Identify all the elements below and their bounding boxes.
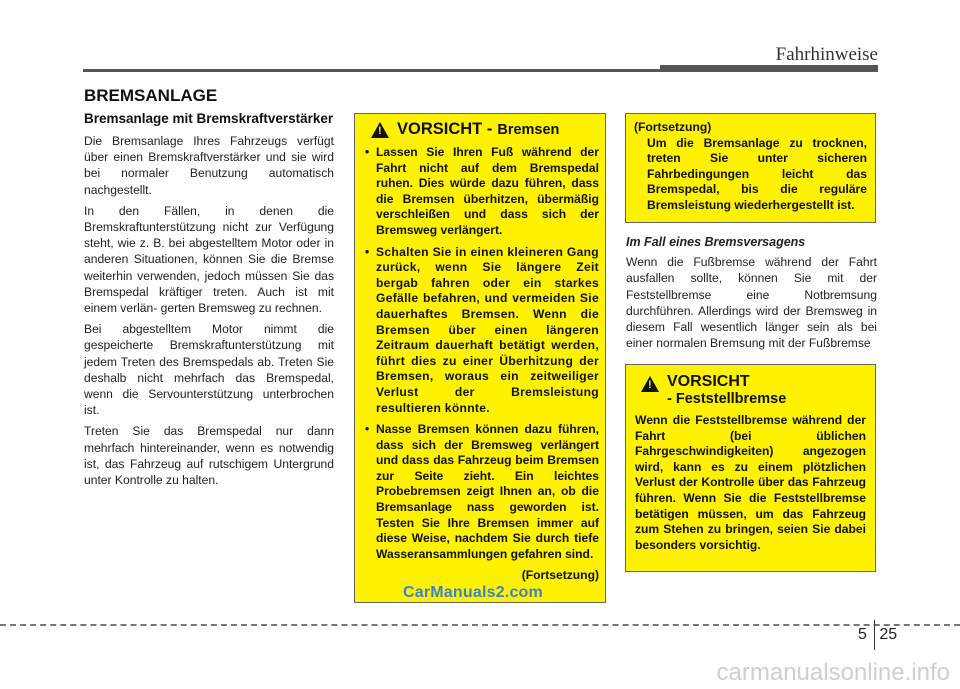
caution-title: VORSICHT - xyxy=(397,120,493,138)
caution-subtitle: Bremsen xyxy=(497,121,560,138)
chapter-title: Fahrhinweise xyxy=(775,44,878,65)
chapter-number: 5 xyxy=(858,626,867,643)
subsection-heading: Bremsanlage mit Bremskraftverstärker xyxy=(84,111,334,126)
caution-header xyxy=(641,373,866,407)
paragraph: Treten Sie das Bremspedal nur dann mehrfach hintereinander, wenn es notwendig ist, das Fahrzeug auf rutschigem Untergrund unter Kontrolle zu halten. xyxy=(84,424,334,488)
caution-list xyxy=(363,145,599,562)
caution-header xyxy=(371,120,599,139)
header-rule-tab xyxy=(660,65,878,72)
caution-item: • Lassen Sie Ihren Fuß während der Fahrt nicht auf dem Bremspedal ruhen. Dies würde dazu führen, dass die Bremsen überhitzen, übermäßig verschleißen und dass sich der Bremsweg verlängert. xyxy=(363,145,599,239)
caution-subtitle: - Feststellbremse xyxy=(667,391,787,407)
column-right-text xyxy=(626,234,877,351)
paragraph: Wenn die Fußbremse während der Fahrt ausfallen sollte, können Sie mit der Feststellbremse eine Notbremsung durchführen. Allerdings wird der Bremsweg in diesem Fall wesentlich länger sein als bei einer normalen Bremsung mit der Fußbremse xyxy=(626,255,877,351)
footer-rule xyxy=(0,624,960,626)
warning-triangle-icon xyxy=(371,122,389,138)
section-title: BREMSANLAGE xyxy=(84,86,218,105)
warning-triangle-icon xyxy=(641,376,659,392)
caution-text: Wenn die Feststellbremse während der Fahrt (bei üblichen Fahrgeschwindigkeiten) angezogen wird, kann es zu einem plötzlichen Verlust der Kontrolle über das Fahrzeug führen. Wenn Sie die Feststellbremse betätigen müssen, um das Fahrzeug zum Stehen zu bringen, seien Sie dabei besonders vorsichtig. xyxy=(635,413,866,552)
paragraph: Bei abgestelltem Motor nimmt die gespeicherte Bremskraftunterstützung mit jedem Treten des Bremspedals ab. Treten Sie deshalb nicht mehrfach das Bremspedal, wenn die Servounterstützung unterbrochen ist. xyxy=(84,322,334,418)
paragraph: In den Fällen, in denen die Bremskraftunterstützung nicht zur Verfügung steht, wie z. B. bei abgestelltem Motor oder in anderen Situationen, können Sie die Bremse weiterhin verwenden, jedoch müssen Sie das Bremspedal kräftiger treten. Auch ist mit einem verlän- gerten Bremsweg zu rechnen. xyxy=(84,203,334,316)
caution-text: Um die Bremsanlage zu trocknen, treten Sie unter sicheren Fahrbedingungen leicht das Bremspedal, bis die reguläre Bremsleistung wiederhergestellt ist. xyxy=(647,135,867,212)
continued-label: (Fortsetzung) xyxy=(634,120,712,134)
column-left xyxy=(84,111,334,493)
continued-label: (Fortsetzung) xyxy=(521,568,599,583)
subsection-heading: Im Fall eines Bremsversagens xyxy=(626,235,806,249)
caution-box-brakes xyxy=(354,113,606,603)
bottom-watermark: carmanualsonline.info xyxy=(716,659,950,686)
paragraph: Die Bremsanlage Ihres Fahrzeugs verfügt über einen Bremskraftverstärker und sie wird bei normaler Benutzung automatisch nachgestellt. xyxy=(84,134,334,197)
caution-item: • Nasse Bremsen können dazu führen, dass sich der Bremsweg verlängert und dass das Fahrzeug beim Bremsen zur Seite zieht. Ein leichtes Probebremsen zeigt Ihnen an, ob die Bremsanlage nass geworden ist. Testen Sie Ihre Bremsen immer auf diese Weise, nachdem Sie durch tiefe Wasseransammlungen gefahren sind. xyxy=(363,422,599,562)
caution-box-parking-brake xyxy=(625,364,876,572)
caution-item: • Schalten Sie in einen kleineren Gang zurück, wenn Sie längere Zeit bergab fahren oder ein starkes Gefälle befahren, und vermeiden Sie dauerhaftes Bremsen. Wenn die Bremsen über einen längeren Zeitraum dauerhaft betätigt werden, führt dies zu einer Überhitzung der Bremsen, woraus ein zeitweiliger Verlust der Bremsleistung resultieren könnte. xyxy=(363,245,599,417)
caution-title: VORSICHT xyxy=(667,373,750,390)
page-number xyxy=(858,626,897,644)
page-number-value: 25 xyxy=(879,626,898,643)
caution-box-continued xyxy=(625,113,876,223)
watermark-logo: CarManuals2.com xyxy=(403,584,543,601)
